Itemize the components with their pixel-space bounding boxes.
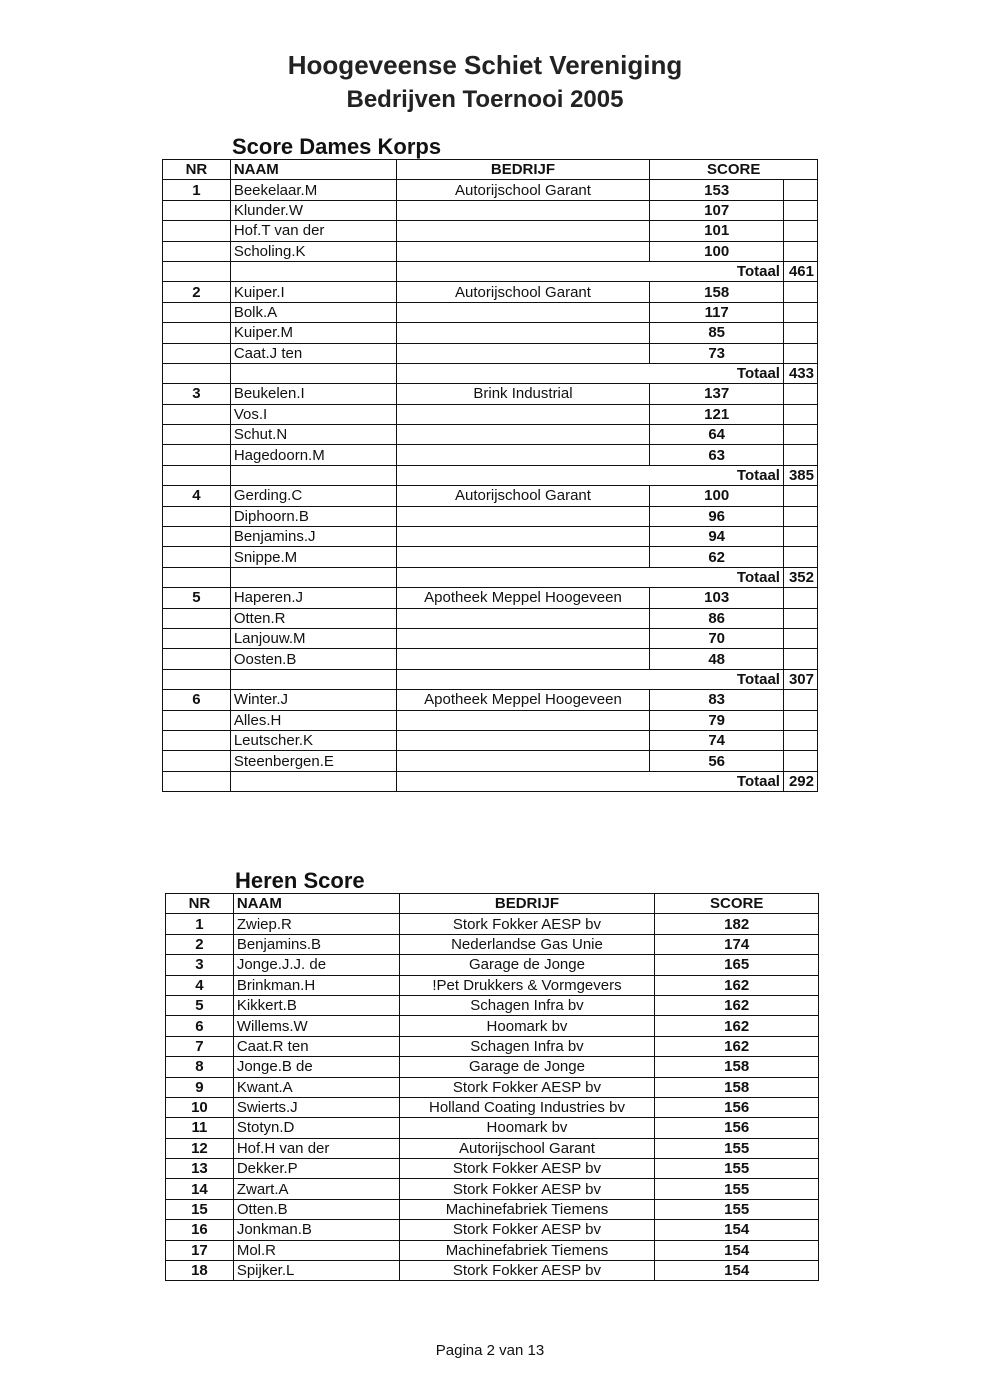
naam-cell: Beekelaar.M bbox=[230, 180, 396, 200]
bedrijf-cell bbox=[396, 323, 650, 343]
rank-cell: 16 bbox=[166, 1220, 234, 1240]
naam-cell: Benjamins.J bbox=[230, 527, 396, 547]
heren-heading: Heren Score bbox=[235, 868, 365, 893]
empty-cell bbox=[230, 261, 396, 281]
bedrijf-cell bbox=[396, 730, 650, 750]
naam-cell: Zwart.A bbox=[233, 1179, 399, 1199]
bedrijf-cell: Autorijschool Garant bbox=[396, 180, 650, 200]
total-label: Totaal bbox=[396, 669, 783, 689]
table-row bbox=[163, 486, 818, 506]
score-cell: 64 bbox=[650, 425, 784, 445]
naam-cell: Dekker.P bbox=[233, 1159, 399, 1179]
naam-cell: Caat.R ten bbox=[233, 1036, 399, 1056]
empty-cell bbox=[163, 261, 231, 281]
heren-header-row bbox=[166, 894, 819, 914]
score-cell: 62 bbox=[650, 547, 784, 567]
score-cell: 83 bbox=[650, 690, 784, 710]
rank-cell: 1 bbox=[166, 914, 234, 934]
naam-cell: Winter.J bbox=[230, 690, 396, 710]
score-cell: 100 bbox=[650, 241, 784, 261]
spacer-cell bbox=[783, 384, 817, 404]
table-row bbox=[163, 404, 818, 424]
dames-header-row bbox=[163, 160, 818, 180]
bedrijf-cell: Stork Fokker AESP bv bbox=[399, 1220, 655, 1240]
bedrijf-cell: Autorijschool Garant bbox=[396, 486, 650, 506]
team-total-row bbox=[163, 261, 818, 281]
rank-cell: 10 bbox=[166, 1097, 234, 1117]
bedrijf-cell: Stork Fokker AESP bv bbox=[399, 1179, 655, 1199]
table-row bbox=[166, 975, 819, 995]
document-subtitle: Bedrijven Toernooi 2005 bbox=[346, 86, 624, 113]
bedrijf-cell bbox=[396, 527, 650, 547]
table-row bbox=[166, 1261, 819, 1281]
naam-cell: Gerding.C bbox=[230, 486, 396, 506]
naam-cell: Kwant.A bbox=[233, 1077, 399, 1097]
spacer-cell bbox=[783, 200, 817, 220]
spacer-cell bbox=[783, 506, 817, 526]
team-total-row bbox=[163, 669, 818, 689]
spacer-cell bbox=[783, 588, 817, 608]
col-bedrijf: BEDRIJF bbox=[396, 160, 650, 180]
table-row bbox=[163, 608, 818, 628]
table-row bbox=[166, 1138, 819, 1158]
rank-cell: 13 bbox=[166, 1159, 234, 1179]
empty-cell bbox=[163, 567, 231, 587]
score-cell: 162 bbox=[655, 1016, 819, 1036]
score-cell: 101 bbox=[650, 221, 784, 241]
col-nr: NR bbox=[163, 160, 231, 180]
heren-score-table bbox=[165, 893, 819, 1281]
team-nr bbox=[163, 628, 231, 648]
table-row bbox=[163, 506, 818, 526]
table-row bbox=[166, 995, 819, 1015]
table-row bbox=[166, 1118, 819, 1138]
team-total: 433 bbox=[783, 363, 817, 383]
score-cell: 154 bbox=[655, 1261, 819, 1281]
naam-cell: Vos.I bbox=[230, 404, 396, 424]
spacer-cell bbox=[783, 404, 817, 424]
score-cell: 182 bbox=[655, 914, 819, 934]
naam-cell: Diphoorn.B bbox=[230, 506, 396, 526]
score-cell: 48 bbox=[650, 649, 784, 669]
bedrijf-cell bbox=[396, 506, 650, 526]
rank-cell: 4 bbox=[166, 975, 234, 995]
score-cell: 63 bbox=[650, 445, 784, 465]
naam-cell: Caat.J ten bbox=[230, 343, 396, 363]
bedrijf-cell bbox=[396, 302, 650, 322]
table-row bbox=[163, 425, 818, 445]
team-nr bbox=[163, 200, 231, 220]
rank-cell: 11 bbox=[166, 1118, 234, 1138]
team-total-row bbox=[163, 771, 818, 791]
table-row bbox=[166, 1240, 819, 1260]
team-nr bbox=[163, 221, 231, 241]
table-row bbox=[163, 221, 818, 241]
rank-cell: 14 bbox=[166, 1179, 234, 1199]
rank-cell: 15 bbox=[166, 1199, 234, 1219]
empty-cell bbox=[163, 465, 231, 485]
bedrijf-cell bbox=[396, 751, 650, 771]
empty-cell bbox=[230, 771, 396, 791]
table-row bbox=[163, 282, 818, 302]
table-row bbox=[163, 547, 818, 567]
total-label: Totaal bbox=[396, 261, 783, 281]
score-cell: 79 bbox=[650, 710, 784, 730]
naam-cell: Beukelen.I bbox=[230, 384, 396, 404]
bedrijf-cell: Hoomark bv bbox=[399, 1118, 655, 1138]
score-cell: 156 bbox=[655, 1097, 819, 1117]
rank-cell: 17 bbox=[166, 1240, 234, 1260]
naam-cell: Otten.R bbox=[230, 608, 396, 628]
spacer-cell bbox=[783, 628, 817, 648]
naam-cell: Willems.W bbox=[233, 1016, 399, 1036]
table-row bbox=[163, 445, 818, 465]
dames-score-table bbox=[162, 159, 818, 792]
table-row bbox=[163, 588, 818, 608]
bedrijf-cell: Stork Fokker AESP bv bbox=[399, 1159, 655, 1179]
col-score: SCORE bbox=[650, 160, 818, 180]
empty-cell bbox=[230, 465, 396, 485]
team-nr bbox=[163, 445, 231, 465]
table-row bbox=[166, 955, 819, 975]
naam-cell: Oosten.B bbox=[230, 649, 396, 669]
table-row bbox=[163, 180, 818, 200]
table-row bbox=[166, 1199, 819, 1219]
score-cell: 162 bbox=[655, 995, 819, 1015]
bedrijf-cell: Machinefabriek Tiemens bbox=[399, 1199, 655, 1219]
naam-cell: Haperen.J bbox=[230, 588, 396, 608]
table-row bbox=[163, 649, 818, 669]
col-naam: NAAM bbox=[233, 894, 399, 914]
spacer-cell bbox=[783, 323, 817, 343]
score-cell: 174 bbox=[655, 934, 819, 954]
table-row bbox=[166, 1077, 819, 1097]
naam-cell: Brinkman.H bbox=[233, 975, 399, 995]
score-cell: 158 bbox=[655, 1057, 819, 1077]
score-cell: 155 bbox=[655, 1179, 819, 1199]
bedrijf-cell: Machinefabriek Tiemens bbox=[399, 1240, 655, 1260]
naam-cell: Otten.B bbox=[233, 1199, 399, 1219]
score-cell: 73 bbox=[650, 343, 784, 363]
naam-cell: Hof.T van der bbox=[230, 221, 396, 241]
table-row bbox=[166, 1036, 819, 1056]
table-row bbox=[163, 527, 818, 547]
team-nr bbox=[163, 547, 231, 567]
bedrijf-cell: !Pet Drukkers & Vormgevers bbox=[399, 975, 655, 995]
team-nr bbox=[163, 241, 231, 261]
table-row bbox=[163, 710, 818, 730]
rank-cell: 7 bbox=[166, 1036, 234, 1056]
naam-cell: Steenbergen.E bbox=[230, 751, 396, 771]
naam-cell: Jonge.B de bbox=[233, 1057, 399, 1077]
team-nr bbox=[163, 751, 231, 771]
rank-cell: 6 bbox=[166, 1016, 234, 1036]
table-row bbox=[163, 302, 818, 322]
team-nr bbox=[163, 649, 231, 669]
score-cell: 85 bbox=[650, 323, 784, 343]
team-nr bbox=[163, 506, 231, 526]
bedrijf-cell: Stork Fokker AESP bv bbox=[399, 914, 655, 934]
col-bedrijf: BEDRIJF bbox=[399, 894, 655, 914]
score-cell: 94 bbox=[650, 527, 784, 547]
score-cell: 156 bbox=[655, 1118, 819, 1138]
team-nr bbox=[163, 527, 231, 547]
spacer-cell bbox=[783, 302, 817, 322]
spacer-cell bbox=[783, 608, 817, 628]
naam-cell: Benjamins.B bbox=[233, 934, 399, 954]
naam-cell: Jonkman.B bbox=[233, 1220, 399, 1240]
spacer-cell bbox=[783, 751, 817, 771]
table-row bbox=[163, 690, 818, 710]
team-nr bbox=[163, 730, 231, 750]
team-total: 461 bbox=[783, 261, 817, 281]
spacer-cell bbox=[783, 282, 817, 302]
spacer-cell bbox=[783, 343, 817, 363]
naam-cell: Mol.R bbox=[233, 1240, 399, 1260]
team-nr bbox=[163, 608, 231, 628]
page-number: Pagina 2 van 13 bbox=[435, 1342, 545, 1359]
rank-cell: 18 bbox=[166, 1261, 234, 1281]
naam-cell: Spijker.L bbox=[233, 1261, 399, 1281]
bedrijf-cell bbox=[396, 710, 650, 730]
table-row bbox=[166, 1097, 819, 1117]
table-row bbox=[163, 343, 818, 363]
bedrijf-cell bbox=[396, 200, 650, 220]
bedrijf-cell bbox=[396, 628, 650, 648]
naam-cell: Klunder.W bbox=[230, 200, 396, 220]
team-total: 385 bbox=[783, 465, 817, 485]
team-nr bbox=[163, 323, 231, 343]
score-cell: 154 bbox=[655, 1240, 819, 1260]
score-cell: 70 bbox=[650, 628, 784, 648]
spacer-cell bbox=[783, 730, 817, 750]
bedrijf-cell bbox=[396, 241, 650, 261]
score-cell: 153 bbox=[650, 180, 784, 200]
table-row bbox=[166, 1016, 819, 1036]
table-row bbox=[166, 914, 819, 934]
spacer-cell bbox=[783, 710, 817, 730]
rank-cell: 9 bbox=[166, 1077, 234, 1097]
bedrijf-cell: Autorijschool Garant bbox=[396, 282, 650, 302]
rank-cell: 12 bbox=[166, 1138, 234, 1158]
naam-cell: Schut.N bbox=[230, 425, 396, 445]
naam-cell: Kuiper.I bbox=[230, 282, 396, 302]
team-nr: 2 bbox=[163, 282, 231, 302]
col-nr: NR bbox=[166, 894, 234, 914]
score-cell: 155 bbox=[655, 1138, 819, 1158]
bedrijf-cell: Stork Fokker AESP bv bbox=[399, 1261, 655, 1281]
naam-cell: Leutscher.K bbox=[230, 730, 396, 750]
table-row bbox=[163, 200, 818, 220]
empty-cell bbox=[163, 771, 231, 791]
spacer-cell bbox=[783, 241, 817, 261]
naam-cell: Hagedoorn.M bbox=[230, 445, 396, 465]
spacer-cell bbox=[783, 547, 817, 567]
spacer-cell bbox=[783, 445, 817, 465]
team-total: 352 bbox=[783, 567, 817, 587]
table-row bbox=[163, 628, 818, 648]
team-nr bbox=[163, 343, 231, 363]
naam-cell: Alles.H bbox=[230, 710, 396, 730]
spacer-cell bbox=[783, 527, 817, 547]
rank-cell: 5 bbox=[166, 995, 234, 1015]
score-cell: 56 bbox=[650, 751, 784, 771]
total-label: Totaal bbox=[396, 465, 783, 485]
naam-cell: Swierts.J bbox=[233, 1097, 399, 1117]
team-total-row bbox=[163, 465, 818, 485]
bedrijf-cell: Schagen Infra bv bbox=[399, 995, 655, 1015]
table-row bbox=[163, 323, 818, 343]
bedrijf-cell bbox=[396, 445, 650, 465]
rank-cell: 3 bbox=[166, 955, 234, 975]
team-total: 307 bbox=[783, 669, 817, 689]
naam-cell: Scholing.K bbox=[230, 241, 396, 261]
empty-cell bbox=[163, 363, 231, 383]
table-row bbox=[166, 1159, 819, 1179]
bedrijf-cell: Garage de Jonge bbox=[399, 1057, 655, 1077]
spacer-cell bbox=[783, 690, 817, 710]
table-row bbox=[166, 1220, 819, 1240]
total-label: Totaal bbox=[396, 771, 783, 791]
score-cell: 107 bbox=[650, 200, 784, 220]
team-nr bbox=[163, 404, 231, 424]
score-cell: 74 bbox=[650, 730, 784, 750]
table-row bbox=[166, 1179, 819, 1199]
spacer-cell bbox=[783, 221, 817, 241]
naam-cell: Snippe.M bbox=[230, 547, 396, 567]
team-total: 292 bbox=[783, 771, 817, 791]
spacer-cell bbox=[783, 180, 817, 200]
bedrijf-cell: Brink Industrial bbox=[396, 384, 650, 404]
bedrijf-cell: Holland Coating Industries bv bbox=[399, 1097, 655, 1117]
score-cell: 155 bbox=[655, 1199, 819, 1219]
team-nr bbox=[163, 425, 231, 445]
score-cell: 100 bbox=[650, 486, 784, 506]
team-nr: 6 bbox=[163, 690, 231, 710]
col-naam: NAAM bbox=[230, 160, 396, 180]
table-row bbox=[163, 384, 818, 404]
naam-cell: Bolk.A bbox=[230, 302, 396, 322]
bedrijf-cell bbox=[396, 404, 650, 424]
document-title: Hoogeveense Schiet Vereniging bbox=[287, 50, 683, 80]
team-total-row bbox=[163, 363, 818, 383]
table-row bbox=[166, 1057, 819, 1077]
score-cell: 165 bbox=[655, 955, 819, 975]
bedrijf-cell bbox=[396, 425, 650, 445]
team-nr bbox=[163, 710, 231, 730]
bedrijf-cell bbox=[396, 221, 650, 241]
team-nr: 5 bbox=[163, 588, 231, 608]
spacer-cell bbox=[783, 425, 817, 445]
team-nr: 4 bbox=[163, 486, 231, 506]
rank-cell: 8 bbox=[166, 1057, 234, 1077]
score-cell: 155 bbox=[655, 1159, 819, 1179]
table-row bbox=[163, 730, 818, 750]
empty-cell bbox=[230, 669, 396, 689]
bedrijf-cell: Autorijschool Garant bbox=[399, 1138, 655, 1158]
score-cell: 96 bbox=[650, 506, 784, 526]
naam-cell: Kuiper.M bbox=[230, 323, 396, 343]
naam-cell: Jonge.J.J. de bbox=[233, 955, 399, 975]
naam-cell: Kikkert.B bbox=[233, 995, 399, 1015]
naam-cell: Lanjouw.M bbox=[230, 628, 396, 648]
bedrijf-cell: Apotheek Meppel Hoogeveen bbox=[396, 588, 650, 608]
rank-cell: 2 bbox=[166, 934, 234, 954]
bedrijf-cell: Stork Fokker AESP bv bbox=[399, 1077, 655, 1097]
naam-cell: Stotyn.D bbox=[233, 1118, 399, 1138]
empty-cell bbox=[163, 669, 231, 689]
team-nr bbox=[163, 302, 231, 322]
naam-cell: Hof.H van der bbox=[233, 1138, 399, 1158]
bedrijf-cell bbox=[396, 343, 650, 363]
score-cell: 137 bbox=[650, 384, 784, 404]
total-label: Totaal bbox=[396, 363, 783, 383]
bedrijf-cell bbox=[396, 547, 650, 567]
bedrijf-cell: Schagen Infra bv bbox=[399, 1036, 655, 1056]
bedrijf-cell: Apotheek Meppel Hoogeveen bbox=[396, 690, 650, 710]
score-cell: 117 bbox=[650, 302, 784, 322]
table-row bbox=[163, 751, 818, 771]
total-label: Totaal bbox=[396, 567, 783, 587]
score-cell: 158 bbox=[650, 282, 784, 302]
bedrijf-cell: Hoomark bv bbox=[399, 1016, 655, 1036]
score-cell: 162 bbox=[655, 975, 819, 995]
score-cell: 162 bbox=[655, 1036, 819, 1056]
score-cell: 103 bbox=[650, 588, 784, 608]
score-cell: 121 bbox=[650, 404, 784, 424]
team-nr: 1 bbox=[163, 180, 231, 200]
bedrijf-cell bbox=[396, 649, 650, 669]
empty-cell bbox=[230, 363, 396, 383]
table-row bbox=[166, 934, 819, 954]
naam-cell: Zwiep.R bbox=[233, 914, 399, 934]
score-cell: 86 bbox=[650, 608, 784, 628]
score-cell: 158 bbox=[655, 1077, 819, 1097]
col-score: SCORE bbox=[655, 894, 819, 914]
team-total-row bbox=[163, 567, 818, 587]
bedrijf-cell: Garage de Jonge bbox=[399, 955, 655, 975]
dames-heading: Score Dames Korps bbox=[232, 134, 442, 159]
bedrijf-cell: Nederlandse Gas Unie bbox=[399, 934, 655, 954]
bedrijf-cell bbox=[396, 608, 650, 628]
spacer-cell bbox=[783, 486, 817, 506]
empty-cell bbox=[230, 567, 396, 587]
table-row bbox=[163, 241, 818, 261]
team-nr: 3 bbox=[163, 384, 231, 404]
score-cell: 154 bbox=[655, 1220, 819, 1240]
spacer-cell bbox=[783, 649, 817, 669]
